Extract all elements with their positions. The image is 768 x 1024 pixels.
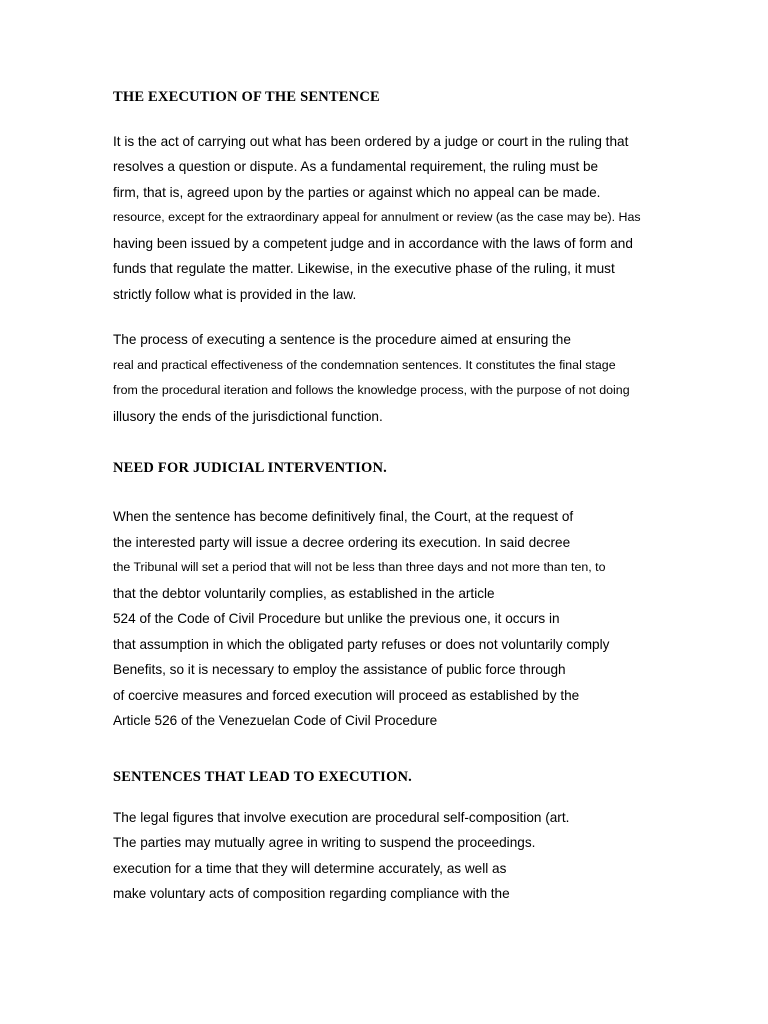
text-line: 524 of the Code of Civil Procedure but unlike the previous one, it occurs in xyxy=(113,611,560,627)
text-line: of coercive measures and forced execution will proceed as established by the xyxy=(113,687,580,703)
text-line: the Tribunal will set a period that will not be less than three days and not more than ten, to xyxy=(113,560,606,575)
page-title: THE EXECUTION OF THE SENTENCE xyxy=(113,89,380,105)
text-line: funds that regulate the matter. Likewise, in the executive phase of the ruling, it must xyxy=(113,261,615,277)
text-line: Benefits, so it is necessary to employ the assistance of public force through xyxy=(113,662,566,678)
text-line: The process of executing a sentence is the procedure aimed at ensuring the xyxy=(113,332,571,348)
text-line: The legal figures that involve execution are procedural self-composition (art. xyxy=(113,809,570,825)
text-line: It is the act of carrying out what has been ordered by a judge or court in the ruling that xyxy=(113,133,629,149)
text-line: make voluntary acts of composition regarding compliance with the xyxy=(113,886,510,902)
paragraph-sentences-execution xyxy=(113,805,693,907)
paragraph-intro-2 xyxy=(113,327,693,429)
text-line: illusory the ends of the jurisdictional function. xyxy=(113,408,383,424)
text-line: firm, that is, agreed upon by the parties or against which no appeal can be made. xyxy=(113,184,601,200)
text-line: resolves a question or dispute. As a fundamental requirement, the ruling must be xyxy=(113,159,599,175)
section-heading-sentences-that-lead-to-execution: SENTENCES THAT LEAD TO EXECUTION. xyxy=(113,768,412,785)
text-line: When the sentence has become definitively final, the Court, at the request of xyxy=(113,509,574,525)
text-line: from the procedural iteration and follows the knowledge process, with the purpose of not doing xyxy=(113,383,630,398)
document-body xyxy=(113,88,693,907)
text-line: having been issued by a competent judge and in accordance with the laws of form and xyxy=(113,235,633,251)
text-line: execution for a time that they will determine accurately, as well as xyxy=(113,860,507,876)
text-line: real and practical effectiveness of the condemnation sentences. It constitutes the final stage xyxy=(113,357,616,372)
text-line: resource, except for the extraordinary appeal for annulment or review (as the case may be). Has xyxy=(113,210,641,225)
text-line: that assumption in which the obligated party refuses or does not voluntarily comply xyxy=(113,636,610,652)
section-heading-need-for-judicial-intervention: NEED FOR JUDICIAL INTERVENTION. xyxy=(113,460,387,477)
text-line: that the debtor voluntarily complies, as established in the article xyxy=(113,585,495,601)
text-line: the interested party will issue a decree ordering its execution. In said decree xyxy=(113,534,571,550)
paragraph-judicial-intervention xyxy=(113,504,693,734)
text-line: strictly follow what is provided in the law. xyxy=(113,286,357,302)
text-line: The parties may mutually agree in writing to suspend the proceedings. xyxy=(113,835,536,851)
paragraph-intro-1 xyxy=(113,129,693,308)
text-line: Article 526 of the Venezuelan Code of Civil Procedure xyxy=(113,713,438,729)
